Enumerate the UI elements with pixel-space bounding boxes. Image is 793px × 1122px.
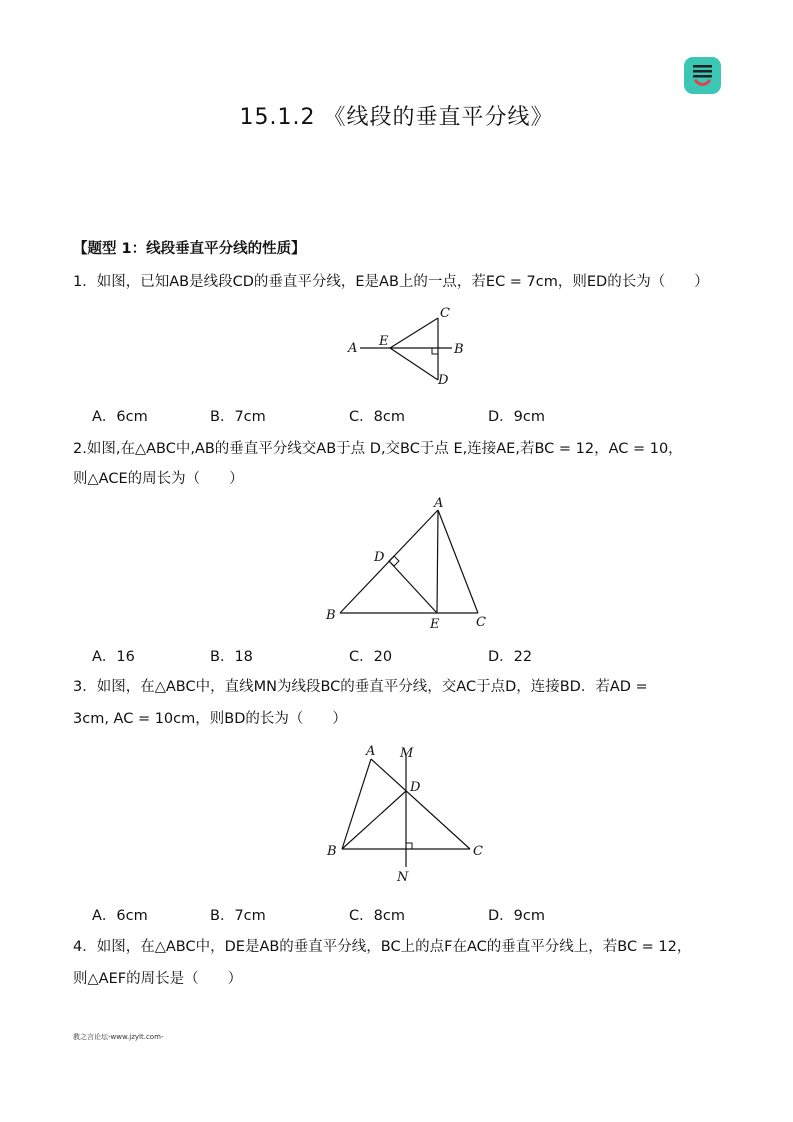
question-3-text-line2: 3cm, AC = 10cm，则BD的长为（ ）: [73, 711, 347, 727]
question-2-text-line2: 则△ACE的周长为（ ）: [73, 471, 244, 487]
question-2-options: [92, 645, 592, 667]
fig3-label-c: C: [473, 844, 483, 859]
page-title: 15.1.2 《线段的垂直平分线》: [239, 105, 554, 130]
option-b[interactable]: B．18: [210, 649, 253, 665]
fig1-label-d: D: [438, 373, 449, 388]
fig3-label-n: N: [397, 870, 409, 885]
option-b[interactable]: B．7cm: [210, 908, 266, 924]
fig1-label-a: A: [348, 341, 358, 356]
figure-q1: [340, 300, 480, 390]
question-2-text-line1: 2.如图,在△ABC中,AB的垂直平分线交AB于点 D,交BC于点 E,连接AE,若BC = 12，AC = 10，: [73, 441, 683, 457]
fig1-label-b: B: [454, 342, 464, 357]
question-3-options: [92, 904, 592, 926]
figure-q3: [320, 737, 495, 887]
fig1-label-e: E: [379, 334, 389, 349]
option-c[interactable]: C．20: [349, 649, 393, 665]
question-4-text-line1: 4．如图，在△ABC中，DE是AB的垂直平分线，BC上的点F在AC的垂直平分线上，若BC = 12，: [73, 939, 692, 955]
option-c[interactable]: C．8cm: [349, 908, 405, 924]
fig2-label-c: C: [476, 615, 486, 630]
question-3-text-line1: 3．如图，在△ABC中，直线MN为线段BC的垂直平分线，交AC于点D，连接BD．若AD =: [73, 679, 648, 695]
option-a[interactable]: A．16: [92, 649, 135, 665]
question-1-text: 1．如图，已知AB是线段CD的垂直平分线，E是AB上的一点，若EC = 7cm，则ED的长为（ ）: [73, 274, 709, 290]
footer-text: 教之言论坛-www.jzylt.com-: [73, 1033, 164, 1041]
fig2-label-b: B: [326, 608, 336, 623]
fig3-label-m: M: [400, 746, 414, 761]
option-c[interactable]: C．8cm: [349, 409, 405, 425]
option-b[interactable]: B．7cm: [210, 409, 266, 425]
logo: [684, 57, 721, 94]
fig3-label-a: A: [366, 744, 376, 759]
fig1-label-c: C: [440, 306, 450, 321]
fig3-label-b: B: [327, 844, 337, 859]
option-a[interactable]: A．6cm: [92, 908, 148, 924]
option-d[interactable]: D．9cm: [488, 409, 545, 425]
section-heading: 【题型 1：线段垂直平分线的性质】: [73, 241, 306, 257]
fig3-label-d: D: [410, 780, 421, 795]
fig2-label-d: D: [374, 550, 385, 565]
book-smile-icon: [684, 57, 721, 94]
fig2-label-e: E: [430, 617, 440, 630]
option-a[interactable]: A．6cm: [92, 409, 148, 425]
option-d[interactable]: D．22: [488, 649, 533, 665]
question-1-options: [92, 405, 592, 427]
option-d[interactable]: D．9cm: [488, 908, 545, 924]
question-4-text-line2: 则△AEF的周长是（ ）: [73, 971, 243, 987]
fig2-label-a: A: [434, 496, 444, 511]
figure-q2: [320, 495, 495, 630]
